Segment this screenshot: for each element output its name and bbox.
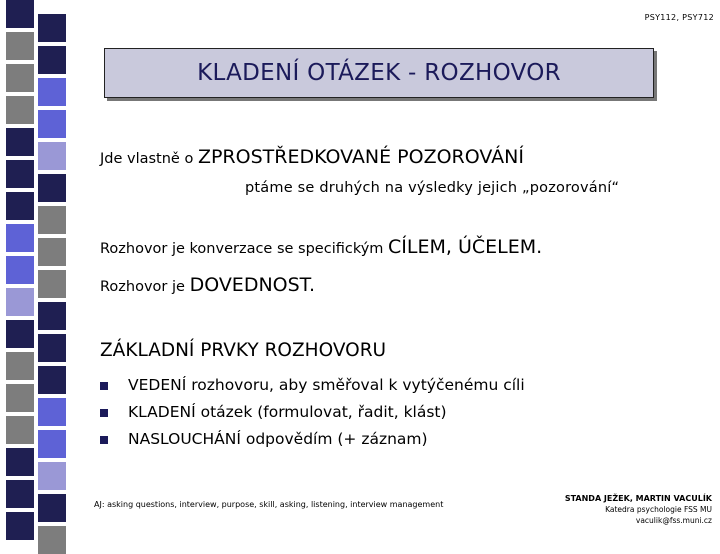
decorative-square — [38, 110, 66, 138]
decorative-square — [6, 480, 34, 508]
decorative-square — [38, 46, 66, 74]
footer-email: vaculik@fss.muni.cz — [635, 516, 712, 525]
decorative-square — [6, 96, 34, 124]
decorative-square — [6, 256, 34, 284]
decorative-square — [6, 160, 34, 188]
intro-explanation: ptáme se druhých na výsledky jejich „pozorování“ — [245, 180, 620, 196]
decorative-square — [38, 398, 66, 426]
section-heading: ZÁKLADNÍ PRVKY ROZHOVORU — [100, 340, 387, 361]
decorative-square — [38, 78, 66, 106]
decorative-square — [38, 366, 66, 394]
decorative-square — [6, 0, 34, 28]
bullet-emphasis: VEDENÍ — [128, 376, 187, 394]
square-bullet-icon — [100, 382, 108, 390]
list-item — [100, 372, 525, 399]
decorative-square — [6, 448, 34, 476]
goal-emphasis: CÍLEM, ÚČELEM. — [388, 236, 543, 258]
bullet-text: otázek (formulovat, řadit, klást) — [195, 403, 447, 421]
decorative-square — [6, 416, 34, 444]
goal-line — [100, 236, 542, 258]
skill-emphasis: DOVEDNOST. — [189, 274, 316, 296]
intro-prefix: Jde vlastně o — [100, 151, 198, 167]
decorative-square — [6, 32, 34, 60]
decorative-square — [6, 320, 34, 348]
list-item — [100, 399, 525, 426]
decorative-square — [38, 494, 66, 522]
decorative-square — [38, 238, 66, 266]
decorative-square — [6, 352, 34, 380]
decorative-square — [6, 288, 34, 316]
bullet-text: odpovědím (+ záznam) — [240, 430, 428, 448]
footer-authors: STANDA JEŽEK, MARTIN VACULÍK — [564, 494, 712, 503]
square-bullet-icon — [100, 436, 108, 444]
decorative-square — [38, 270, 66, 298]
footer-keywords: AJ: asking questions, interview, purpose, skill, asking, listening, interview management — [94, 500, 444, 509]
decorative-square — [38, 14, 66, 42]
decorative-square — [38, 462, 66, 490]
decorative-square — [6, 224, 34, 252]
decorative-square — [6, 512, 34, 540]
list-item — [100, 426, 525, 453]
slide-title: KLADENÍ OTÁZEK - ROZHOVOR — [197, 60, 561, 86]
slide-title-box — [104, 48, 654, 98]
skill-prefix: Rozhovor je — [100, 279, 190, 295]
decorative-square — [38, 334, 66, 362]
decorative-square — [38, 302, 66, 330]
footer-credits — [565, 493, 712, 526]
decorative-square — [6, 64, 34, 92]
decorative-square — [38, 174, 66, 202]
decorative-square — [38, 142, 66, 170]
skill-line — [100, 274, 315, 296]
bullet-text: rozhovoru, aby směřoval k vytýčenému cíli — [186, 376, 525, 394]
square-bullet-icon — [100, 409, 108, 417]
course-code: PSY112, PSY712 — [644, 13, 714, 22]
decorative-square — [38, 526, 66, 554]
goal-prefix: Rozhovor je konverzace se specifickým — [100, 241, 389, 257]
footer-department: Katedra psychologie FSS MU — [605, 505, 712, 514]
bullet-list — [100, 372, 525, 453]
intro-line — [100, 146, 524, 168]
intro-emphasis: ZPROSTŘEDKOVANÉ POZOROVÁNÍ — [197, 146, 524, 168]
bullet-emphasis: KLADENÍ — [128, 403, 196, 421]
decorative-square — [6, 128, 34, 156]
decorative-square — [6, 384, 34, 412]
decorative-square — [38, 430, 66, 458]
bullet-emphasis: NASLOUCHÁNÍ — [128, 430, 241, 448]
decorative-square — [38, 206, 66, 234]
decorative-square — [6, 192, 34, 220]
decorative-square-strip — [0, 0, 72, 540]
